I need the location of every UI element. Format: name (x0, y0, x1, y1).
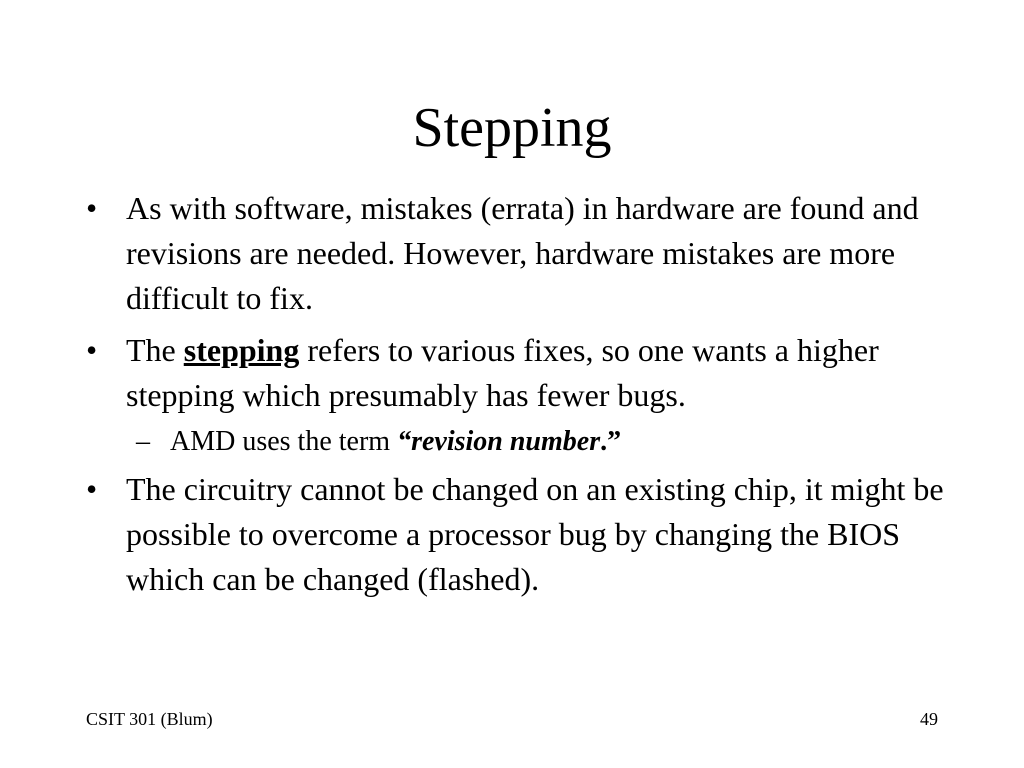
quote-open: “ (397, 426, 412, 457)
bullet-marker: • (86, 332, 98, 368)
sub-bullet-item (86, 423, 946, 461)
sub-bullet-marker: – (136, 426, 150, 457)
bullet-item (86, 328, 946, 418)
bullet-text-after: refers to various fixes, so one wants a higher stepping which presumably has fewer bugs. (126, 332, 879, 413)
footer-course: CSIT 301 (Blum) (86, 709, 213, 729)
term-revision-number: revision number (411, 426, 601, 457)
bullet-item (86, 186, 946, 321)
bullet-item (86, 467, 946, 602)
bullet-list (86, 186, 946, 609)
bullet-text: The circuitry cannot be changed on an existing chip, it might be possible to overcome a processor bug by changing the BIOS which can be changed (flashed). (126, 471, 944, 597)
keyword-stepping: stepping (183, 332, 300, 368)
bullet-text-before: The (126, 332, 184, 368)
bullet-marker: • (86, 190, 98, 226)
quote-close: ” (607, 426, 622, 457)
bullet-text: As with software, mistakes (errata) in hardware are found and revisions are needed. However, hardware mistakes are more difficult to fix. (126, 190, 919, 316)
slide-title: Stepping (412, 97, 612, 159)
sub-bullet-text: AMD uses the term (170, 426, 398, 457)
term-period: . (600, 426, 608, 457)
footer-page-number: 49 (920, 709, 938, 729)
bullet-marker: • (86, 471, 98, 507)
